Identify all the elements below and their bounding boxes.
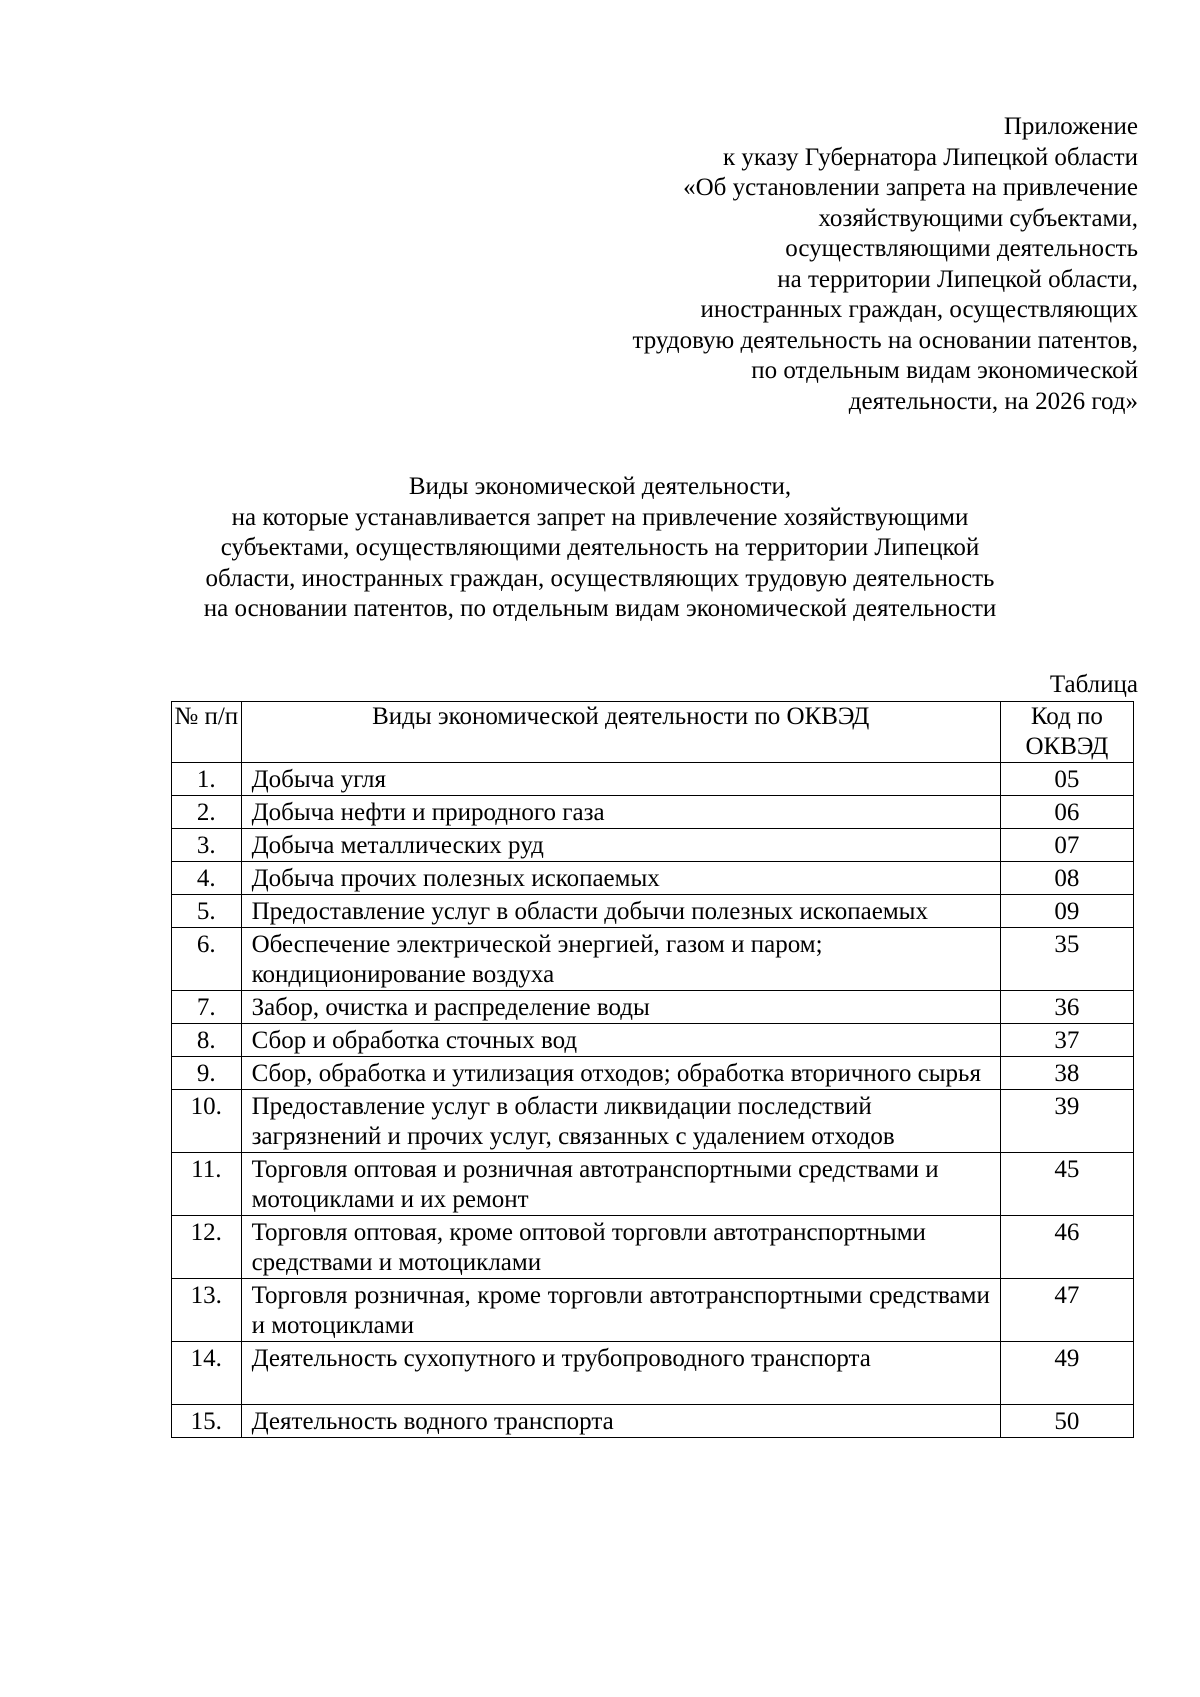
row-code: 38 bbox=[1000, 1057, 1133, 1090]
appendix-line: хозяйствующими субъектами, bbox=[818, 204, 1138, 232]
okved-table bbox=[171, 701, 1134, 1438]
title-line: на которые устанавливается запрет на привлечение хозяйствующими bbox=[231, 503, 969, 531]
row-num: 2. bbox=[172, 796, 242, 829]
table-header-row bbox=[172, 702, 1134, 763]
row-code: 47 bbox=[1000, 1279, 1133, 1342]
table-row bbox=[172, 1279, 1134, 1342]
row-name: Добыча нефти и природного газа bbox=[241, 796, 1000, 829]
table-row bbox=[172, 763, 1134, 796]
row-num: 7. bbox=[172, 991, 242, 1024]
table-row bbox=[172, 991, 1134, 1024]
appendix-line: на территории Липецкой области, bbox=[777, 265, 1138, 293]
appendix-line: к указу Губернатора Липецкой области bbox=[722, 143, 1138, 171]
row-num: 9. bbox=[172, 1057, 242, 1090]
row-name: Сбор, обработка и утилизация отходов; обработка вторичного сырья bbox=[241, 1057, 1000, 1090]
row-name: Торговля оптовая, кроме оптовой торговли автотранспортными средствами и мотоциклами bbox=[241, 1216, 1000, 1279]
table-row bbox=[172, 1342, 1134, 1405]
row-name: Добыча металлических руд bbox=[241, 829, 1000, 862]
row-num: 14. bbox=[172, 1342, 242, 1405]
row-name: Добыча угля bbox=[241, 763, 1000, 796]
title-line: субъектами, осуществляющими деятельность на территории Липецкой bbox=[220, 534, 980, 561]
row-name: Сбор и обработка сточных вод bbox=[241, 1024, 1000, 1057]
row-code: 36 bbox=[1000, 991, 1133, 1024]
title-line: области, иностранных граждан, осуществляющих трудовую деятельность bbox=[205, 564, 995, 592]
row-code: 49 bbox=[1000, 1342, 1133, 1405]
row-code: 08 bbox=[1000, 862, 1133, 895]
appendix-header bbox=[498, 112, 1138, 417]
table-row bbox=[172, 928, 1134, 991]
appendix-line: по отдельным видам экономической bbox=[751, 357, 1138, 384]
table-row bbox=[172, 1057, 1134, 1090]
table-row bbox=[172, 862, 1134, 895]
row-spacer bbox=[252, 1374, 990, 1404]
row-name: Торговля розничная, кроме торговли автотранспортными средствами и мотоциклами bbox=[241, 1279, 1000, 1342]
table-row bbox=[172, 1405, 1134, 1438]
row-code: 39 bbox=[1000, 1090, 1133, 1153]
row-num: 10. bbox=[172, 1090, 242, 1153]
table-row bbox=[172, 1024, 1134, 1057]
row-code: 35 bbox=[1000, 928, 1133, 991]
row-num: 13. bbox=[172, 1279, 242, 1342]
document-title bbox=[140, 472, 1060, 625]
header-num: № п/п bbox=[172, 702, 242, 763]
row-name: Предоставление услуг в области ликвидации последствий загрязнений и прочих услуг, связанных с удалением отходов bbox=[241, 1090, 1000, 1153]
row-num: 4. bbox=[172, 862, 242, 895]
row-code: 50 bbox=[1000, 1405, 1133, 1438]
appendix-line: иностранных граждан, осуществляющих bbox=[700, 296, 1138, 323]
appendix-line: осуществляющими деятельность bbox=[785, 235, 1138, 262]
row-code: 46 bbox=[1000, 1216, 1133, 1279]
row-num: 3. bbox=[172, 829, 242, 862]
row-name bbox=[241, 1342, 1000, 1405]
appendix-line: деятельности, на 2026 год» bbox=[848, 387, 1138, 415]
appendix-line: «Об установлении запрета на привлечение bbox=[683, 174, 1138, 201]
row-num: 6. bbox=[172, 928, 242, 991]
row-num: 12. bbox=[172, 1216, 242, 1279]
row-code: 05 bbox=[1000, 763, 1133, 796]
table-row bbox=[172, 1153, 1134, 1216]
appendix-line: Приложение bbox=[1003, 113, 1138, 140]
row-name: Обеспечение электрической энергией, газом и паром; кондиционирование воздуха bbox=[241, 928, 1000, 991]
row-num: 1. bbox=[172, 763, 242, 796]
row-code: 45 bbox=[1000, 1153, 1133, 1216]
row-name: Добыча прочих полезных ископаемых bbox=[241, 862, 1000, 895]
table-row bbox=[172, 1090, 1134, 1153]
row-name: Предоставление услуг в области добычи полезных ископаемых bbox=[241, 895, 1000, 928]
row-code: 37 bbox=[1000, 1024, 1133, 1057]
row-num: 15. bbox=[172, 1405, 242, 1438]
row-name-text: Деятельность сухопутного и трубопроводного транспорта bbox=[251, 1345, 871, 1372]
table-row bbox=[172, 895, 1134, 928]
appendix-line: трудовую деятельность на основании патентов, bbox=[632, 326, 1138, 354]
title-line: Виды экономической деятельности, bbox=[408, 473, 792, 500]
row-name: Торговля оптовая и розничная автотранспортными средствами и мотоциклами и их ремонт bbox=[241, 1153, 1000, 1216]
row-code: 07 bbox=[1000, 829, 1133, 862]
header-name: Виды экономической деятельности по ОКВЭД bbox=[241, 702, 1000, 763]
table-label: Таблица bbox=[1049, 671, 1138, 698]
table-row bbox=[172, 796, 1134, 829]
row-code: 09 bbox=[1000, 895, 1133, 928]
header-code: Код по ОКВЭД bbox=[1000, 702, 1133, 763]
row-name: Деятельность водного транспорта bbox=[241, 1405, 1000, 1438]
row-code: 06 bbox=[1000, 796, 1133, 829]
row-num: 5. bbox=[172, 895, 242, 928]
table-row bbox=[172, 1216, 1134, 1279]
title-line: на основании патентов, по отдельным видам экономической деятельности bbox=[203, 595, 997, 622]
row-name: Забор, очистка и распределение воды bbox=[241, 991, 1000, 1024]
row-num: 11. bbox=[172, 1153, 242, 1216]
table-row bbox=[172, 829, 1134, 862]
row-num: 8. bbox=[172, 1024, 242, 1057]
